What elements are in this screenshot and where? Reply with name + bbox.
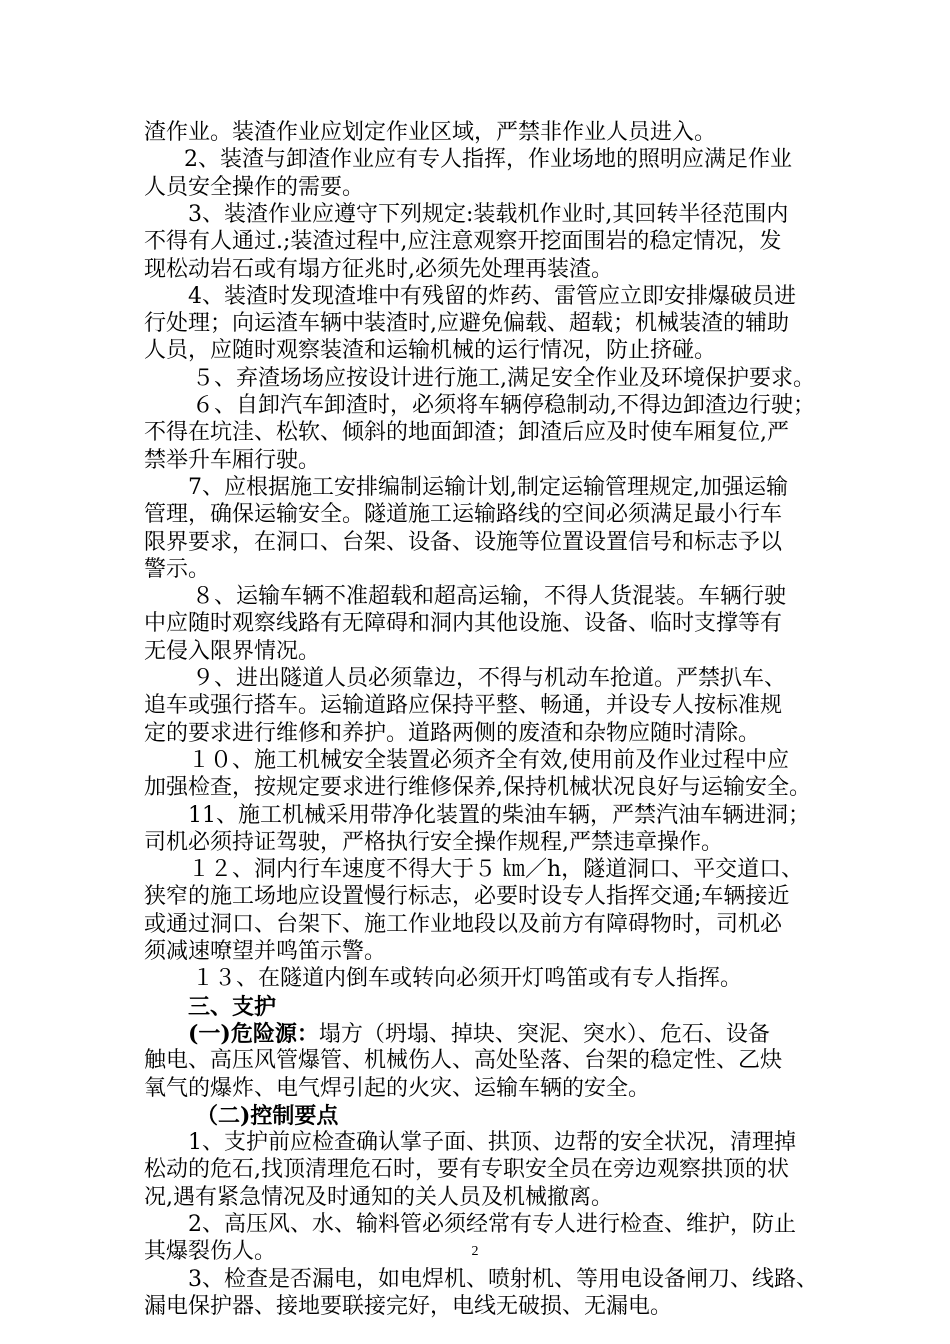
heading-label: (一)危险源： (188, 1020, 319, 1047)
text-line: （二)控制要点 (196, 1102, 339, 1129)
text-line: 管理，确保运输安全。隧道施工运输路线的空间必须满足最小行车 (144, 502, 783, 528)
text-line: 不得有人通过.;装渣过程中,应注意观察开挖面围岩的稳定情况，发 (144, 229, 782, 255)
heading-rest: 塌方（坍塌、掉块、突泥、突水）、危石、设备 (318, 1021, 770, 1047)
text-line: 行处理；向运渣车辆中装渣时,应避免偏载、超载；机械装渣的辅助 (144, 311, 789, 337)
text-line: 2、装渣与卸渣作业应有专人指挥，作业场地的照明应满足作业 (184, 147, 792, 173)
text-line: 禁举升车厢行驶。 (144, 447, 321, 473)
text-line: 松动的危石,找顶清理危石时，要有专职安全员在旁边观察拱顶的状 (144, 1157, 789, 1183)
text-line: 中应随时观察线路有无障碍和洞内其他设施、设备、临时支撑等有 (144, 611, 783, 637)
text-line: 追车或强行搭车。运输道路应保持平整、畅通，并设专人按标准规 (144, 693, 783, 719)
text-line: 狭窄的施工场地应设置慢行标志，必要时设专人指挥交通;车辆接近 (144, 884, 790, 910)
text-line: 11、施工机械采用带净化装置的柴油车辆，严禁汽油车辆进洞； (188, 802, 810, 828)
text-line: ９、进出隧道人员必须靠边，不得与机动车抢道。严禁扒车、 (192, 666, 787, 691)
text-line: １０、施工机械安全装置必须齐全有效,使用前及作业过程中应 (188, 747, 789, 773)
text-line: 渣作业。装渣作业应划定作业区域，严禁非作业人员进入。 (144, 120, 717, 145)
text-line: 人员，应随时观察装渣和运输机械的运行情况，防止挤碰。 (144, 338, 717, 364)
text-line: 4、装渣时发现渣堆中有残留的炸药、雷管应立即安排爆破员进 (188, 283, 796, 309)
page-number: 2 (471, 1244, 479, 1259)
text-line: 现松动岩石或有塌方征兆时,必须先处理再装渣。 (144, 256, 613, 282)
text-line: 加强检查，按规定要求进行维修保养,保持机械状况良好与运输安全。 (144, 775, 811, 801)
text-line: 其爆裂伤人。 (144, 1239, 277, 1265)
text-line: ６、自卸汽车卸渣时，必须将车辆停稳制动,不得边卸渣边行驶； (192, 393, 815, 418)
text-line: 触电、高压风管爆管、机械伤人、高处坠落、台架的稳定性、乙炔 (144, 1048, 783, 1074)
text-line: 2、高压风、水、输料管必须经常有专人进行检查、维护，防止 (188, 1212, 796, 1237)
text-line: 况,遇有紧急情况及时通知的关人员及机械撤离。 (144, 1184, 613, 1210)
text-line: 不得在坑洼、松软、倾斜的地面卸渣；卸渣后应及时使车厢复位,严 (144, 420, 789, 446)
text-line: 或通过洞口、台架下、施工作业地段以及前方有障碍物时，司机必 (144, 911, 783, 937)
text-line: 漏电保护器、接地要联接完好，电线无破损、无漏电。 (144, 1293, 673, 1319)
text-line: １２、洞内行车速度不得大于５ ㎞／h，隧道洞口、平交道口、 (188, 857, 804, 883)
text-line: 须减速嘹望并鸣笛示警。 (144, 939, 387, 964)
text-line: 1、支护前应检查确认掌子面、拱顶、边帮的安全状况，清理掉 (188, 1130, 796, 1156)
text-line: 定的要求进行维修和养护。道路两侧的废渣和杂物应随时清除。 (144, 720, 761, 746)
text-line: ５、弃渣场场应按设计进行施工,满足安全作业及环境保护要求。 (192, 365, 815, 391)
text-line: ８、运输车辆不准超载和超高运输，不得人货混装。车辆行驶 (192, 584, 787, 610)
text-line: 警示。 (144, 556, 211, 582)
text-line: 三、支护 (188, 993, 277, 1020)
text-line: 司机必须持证驾驶，严格执行安全操作规程,严禁违章操作。 (144, 829, 723, 855)
text-line: 3、装渣作业应遵守下列规定:装载机作业时,其回转半径范围内 (188, 201, 789, 227)
text-line: 7、应根据施工安排编制运输计划,制定运输管理规定,加强运输 (188, 474, 788, 500)
text-line: 限界要求，在洞口、台架、设备、设施等位置设置信号和标志予以 (144, 529, 783, 555)
text-line: 无侵入限界情况。 (144, 638, 321, 664)
text-line: 3、检查是否漏电，如电焊机、喷射机、等用电设备闸刀、线路、 (188, 1266, 818, 1292)
text-line (188, 1021, 770, 1048)
text-line: 氧气的爆炸、电气焊引起的火灾、运输车辆的安全。 (144, 1075, 651, 1101)
text-line: 人员安全操作的需要。 (144, 174, 365, 200)
text-line: １３、在隧道内倒车或转向必须开灯鸣笛或有专人指挥。 (192, 966, 743, 992)
